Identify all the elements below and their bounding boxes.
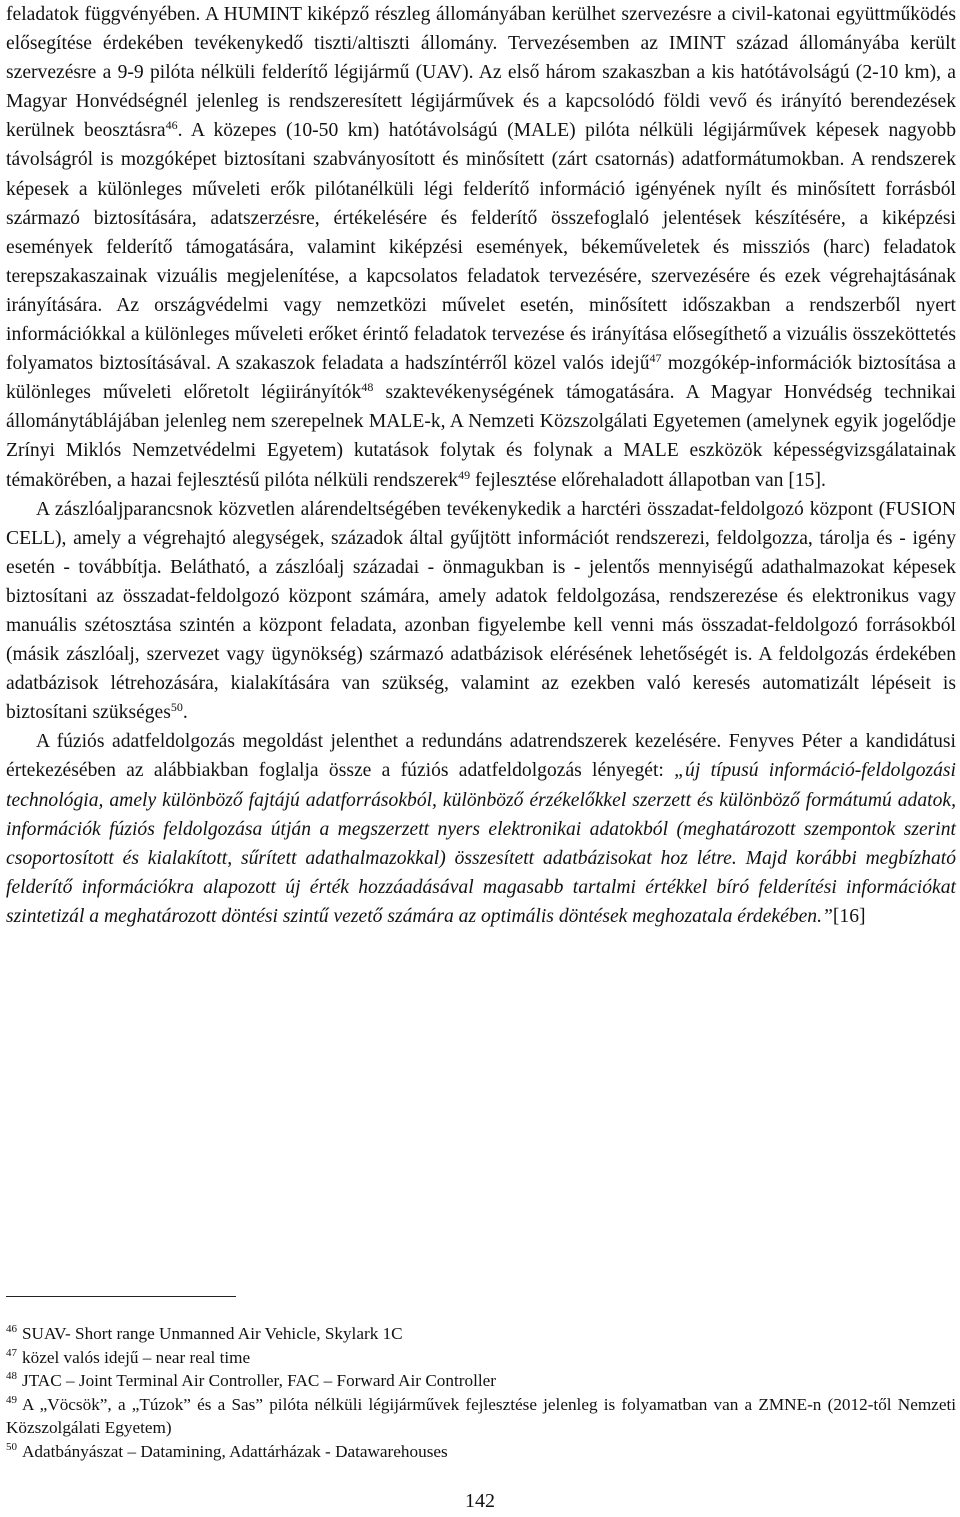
- footnote-reference: 47: [649, 351, 662, 366]
- paragraph: [6, 727, 956, 931]
- text-segment: A fúziós adatfeldolgozás megoldást jelenthet a redundáns adatrendszerek kezelésére. Fenyves Péter a kandidátusi értekezésében az alábbiakban foglalja össze a fúziós adatfeldolgozás lényegét:: [6, 731, 956, 782]
- text-segment: Tervezésemben az IMINT század állományába került szervezésre a 9-9 pilóta nélküli felderítő légijármű (UAV).: [6, 33, 956, 84]
- text-segment: fejlesztése előrehaladott állapotban van [15].: [470, 469, 826, 491]
- paragraph: [6, 495, 956, 728]
- text-segment: feladatok függvényében. A HUMINT kiképző részleg állományában kerülhet szervezésre a civil-katonai együttműködés elősegítése érdekében tevékenykedő tiszti/altiszti állomány.: [6, 4, 956, 55]
- text-segment: Az első három szakaszban a kis hatótávolságú (2-10 km), a Magyar Honvédségnél jelenleg is rendszeresített légijárművek és a kapcsolódó földi vevő és irányító berendezések kerülnek beosztásra: [6, 62, 956, 142]
- footnote-number: 48: [6, 1370, 17, 1383]
- footnote-number: 50: [6, 1440, 17, 1453]
- footnote: [6, 1346, 956, 1370]
- page-number: 142: [465, 1490, 495, 1512]
- footnote-text: JTAC – Joint Terminal Air Controller, FAC – Forward Air Controller: [22, 1371, 496, 1391]
- text-segment: A zászlóaljparancsnok közvetlen alárendeltségében tevékenykedik a harctéri összadat-feldolgozó központ (FUSION CELL), amely a végrehajtó alegységek, századok által gyűjtött információt rendszerezi, feldolgozza, tárolja és - igény esetén - továbbítja. Belátható, a zászlóalj századai - önmagukban is - jelentős mennyiségű adathalmazokat képesek biztosítani az összadat-feldolgozó központ számára, amely adatok feldolgozása, rendszerezése és elektronikus vagy manuális szétosztása szintén a központ feladata, azonban figyelembe kell venni más összadat-feldolgozó forrásokból (másik zászlóalj, szervezet vagy ügynökség) származó adatbázisok elérésének lehetőségét is. A feldolgozás érdekében adatbázisok létrehozására, kialakítására van szükség, valamint az ezekben való keresés automatizált lépéseit is biztosítani szükséges: [6, 498, 956, 724]
- footnote-text: A „Vöcsök”, a „Túzok” és a Sas” pilóta nélküli légijárművek fejlesztése jelenleg is folyamatban van a ZMNE-n (2012-től Nemzeti Közszolgálati Egyetem): [6, 1394, 956, 1438]
- quotation: „új típusú információ-feldolgozási technológia, amely különböző fajtájú adatforrásokból, különböző érzékelőkkel szerzett és különböző formátumú adatok, információk fúziós feldolgozása útján a megszerzett nyers elektronikai adatokból (meghatározott szempontok szerint csoportosított és kialakított, sűrített adathalmazokkal) összesített adatbázisokat hoz létre. Majd korábbi megbízható felderítő információkra alapozott új érték hozzáadásával magasabb tartalmi értékkel bíró felderítési információkat szintetizál a meghatározott döntési szintű vezető számára az optimális döntések meghozatala érdekében.”: [6, 760, 956, 927]
- footnote-number: 49: [6, 1393, 17, 1406]
- footnote-number: 46: [6, 1323, 17, 1335]
- footnote-separator: [6, 1296, 236, 1297]
- footnote-text: Adatbányászat – Datamining, Adattárházak - Datawarehouses: [22, 1441, 448, 1461]
- footnote-reference: 49: [458, 467, 471, 482]
- footnote: [6, 1369, 956, 1393]
- footnote-text: SUAV- Short range Unmanned Air Vehicle, Skylark 1C: [22, 1324, 403, 1343]
- footnote: [6, 1393, 956, 1440]
- footnotes: [6, 1322, 956, 1464]
- footnote-reference: 50: [170, 700, 183, 715]
- footnote: [6, 1440, 956, 1464]
- footnote: [6, 1322, 956, 1346]
- text-segment: .: [182, 702, 188, 724]
- body-text: [6, 0, 956, 931]
- text-segment: mozgókép-információk biztosítása a különleges műveleti előretolt légiirányítók: [6, 353, 956, 404]
- paragraph: [6, 0, 956, 495]
- footnote-reference: 46: [165, 118, 178, 133]
- footnote-text: közel valós idejű – near real time: [22, 1347, 251, 1367]
- footnote-reference: 48: [361, 380, 374, 395]
- text-segment: szaktevékenységének támogatására. A Magyar Honvédség technikai állománytáblájában jelenleg nem szerepelnek MALE-k, A Nemzeti Közszolgálati Egyetemen (amelynek egyik jogelődje Zrínyi Miklós Nemzetvédelmi Egyetem) kutatások folytak és folynak a MALE eszközök képességvizsgálatainak témakörében, a hazai fejlesztésű pilóta nélküli rendszerek: [6, 382, 956, 491]
- text-segment: [16]: [832, 905, 866, 927]
- footnote-number: 47: [6, 1346, 17, 1359]
- text-segment: . A közepes (10-50 km) hatótávolságú (MALE) pilóta nélküli légijárművek képesek nagyobb távolságról is mozgóképet biztosítani szabványosított és minősített (zárt csatornás) adatformátumokban. A rendszerek képesek a különleges műveleti erők pilótanélküli légi felderítő információ igényének nyílt és minősített forrásból származó biztosítására, adatszerzésre, értékelésére és felderítő összefoglaló jelentések készítésére, a kiképzési események felderítő támogatására, valamint kiképzési események, békeműveletek és missziós (harc) feladatok terepszakaszainak vizuális megjelenítése, a kapcsolatos feladatok tervezésére, szervezésére és ezek végrehajtásának irányítására. Az országvédelmi vagy nemzetközi művelet esetén, minősített időszakban a rendszerből nyert információkkal a különleges műveleti erőket érintő feladatok tervezése és irányítása elősegíthető a vizuális összeköttetés folyamatos biztosításával. A szakaszok feladata a hadszíntérről közel valós idejű: [6, 120, 956, 375]
